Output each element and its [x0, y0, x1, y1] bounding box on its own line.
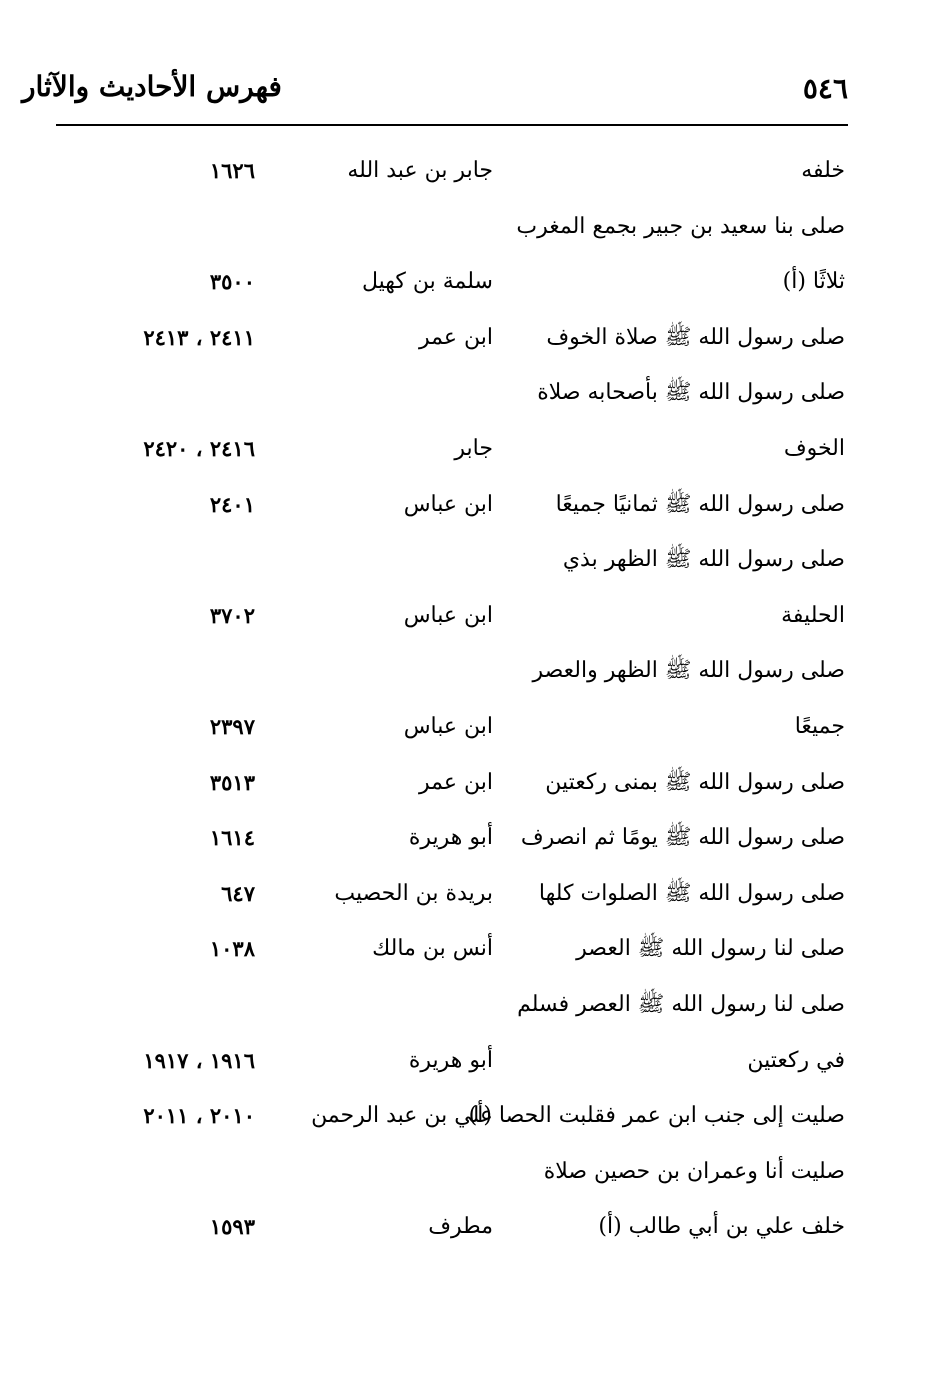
- index-entry: [60, 311, 845, 367]
- index-entry: [60, 978, 845, 1034]
- entry-narrator: أبو هريرة: [408, 1047, 493, 1073]
- entry-reference: ١٥٩٣: [209, 1214, 255, 1240]
- entry-narrator: مطرف: [428, 1214, 493, 1240]
- entry-text: صلى رسول الله ﷺ يومًا ثم انصرف: [520, 825, 845, 851]
- entry-text: صليت أنا وعمران بن حصين صلاة: [543, 1158, 845, 1184]
- entry-text: صلى رسول الله ﷺ الظهر بذي: [562, 547, 845, 573]
- entry-narrator: ابن عمر: [419, 769, 493, 795]
- index-entry: [60, 589, 845, 645]
- entry-text: جميعًا: [794, 713, 845, 739]
- entry-text: صلى لنا رسول الله ﷺ العصر: [576, 936, 845, 962]
- index-entry: [60, 922, 845, 978]
- entry-narrator: ابن عباس: [403, 713, 493, 739]
- index-entry: [60, 1200, 845, 1256]
- header-rule: [56, 124, 848, 126]
- index-entry: [60, 478, 845, 534]
- entry-narrator: جابر بن عبد الله: [347, 158, 493, 183]
- entry-reference: ٦٤٧: [221, 880, 255, 906]
- index-entry: [60, 366, 845, 422]
- index-entry: [60, 200, 845, 256]
- entry-text: صلى بنا سعيد بن جبير بجمع المغرب: [516, 213, 845, 239]
- entry-reference: ١٩١٦ ، ١٩١٧: [143, 1047, 255, 1073]
- entry-text: خلف علي بن أبي طالب (أ): [598, 1214, 845, 1240]
- entry-narrator: ابن عباس: [403, 602, 493, 628]
- page-number: ٥٤٦: [802, 72, 848, 105]
- index-entry: [60, 533, 845, 589]
- index-entry: [60, 867, 845, 923]
- index-entry: [60, 1034, 845, 1090]
- entry-reference: ٣٥١٣: [209, 769, 255, 795]
- entry-narrator: جابر: [454, 435, 493, 461]
- entry-text: صلى رسول الله ﷺ ثمانيًا جميعًا: [555, 491, 845, 517]
- entry-narrator: أنس بن مالك: [372, 936, 493, 962]
- entry-narrator: ابن عباس: [403, 491, 493, 517]
- entry-text: الحليفة: [781, 602, 845, 628]
- entry-text: صلى رسول الله ﷺ صلاة الخوف: [546, 324, 845, 350]
- index-entry: [60, 756, 845, 812]
- entry-text: صلى رسول الله ﷺ بأصحابه صلاة: [537, 380, 845, 406]
- index-entry: [60, 255, 845, 311]
- index-entry: [60, 811, 845, 867]
- entry-text: صلى لنا رسول الله ﷺ العصر فسلم: [517, 991, 845, 1017]
- entry-reference: ٣٥٠٠: [209, 269, 255, 295]
- entry-narrator: أبو هريرة: [408, 825, 493, 851]
- entry-reference: ٢٠١٠ ، ٢٠١١: [143, 1103, 255, 1129]
- entry-reference: ٢٤١٦ ، ٢٤٢٠: [143, 435, 255, 461]
- hadith-index-list: [60, 144, 845, 1256]
- entry-reference: ١٦٢٦: [209, 158, 255, 183]
- entry-narrator: ابن عمر: [419, 324, 493, 350]
- entry-text: صليت إلى جنب ابن عمر فقلبت الحصا (أ): [468, 1103, 845, 1129]
- index-entry: [60, 1089, 845, 1145]
- entry-text: في ركعتين: [747, 1047, 845, 1073]
- entry-narrator: علي بن عبد الرحمن: [311, 1103, 493, 1129]
- entry-reference: ٢٤١١ ، ٢٤١٣: [143, 324, 255, 350]
- index-entry: [60, 144, 845, 200]
- index-entry: [60, 1145, 845, 1201]
- entry-reference: ٢٤٠١: [209, 491, 255, 517]
- entry-narrator: بريدة بن الحصيب: [334, 880, 493, 906]
- entry-text: صلى رسول الله ﷺ الصلوات كلها: [538, 880, 845, 906]
- entry-text: خلفه: [801, 158, 845, 183]
- index-entry: [60, 700, 845, 756]
- entry-text: صلى رسول الله ﷺ الظهر والعصر: [532, 658, 845, 684]
- entry-reference: ١٠٣٨: [209, 936, 255, 962]
- entry-text: ثلاثًا (أ): [782, 269, 845, 295]
- entry-reference: ١٦١٤: [209, 825, 255, 851]
- index-entry: [60, 644, 845, 700]
- entry-narrator: سلمة بن كهيل: [361, 269, 493, 295]
- entry-text: صلى رسول الله ﷺ بمنى ركعتين: [545, 769, 845, 795]
- running-title: فهرس الأحاديث والآثار: [22, 70, 282, 103]
- page-header: [22, 68, 848, 120]
- entry-reference: ٣٧٠٢: [209, 602, 255, 628]
- entry-reference: ٢٣٩٧: [209, 713, 255, 739]
- index-entry: [60, 422, 845, 478]
- entry-text: الخوف: [783, 435, 845, 461]
